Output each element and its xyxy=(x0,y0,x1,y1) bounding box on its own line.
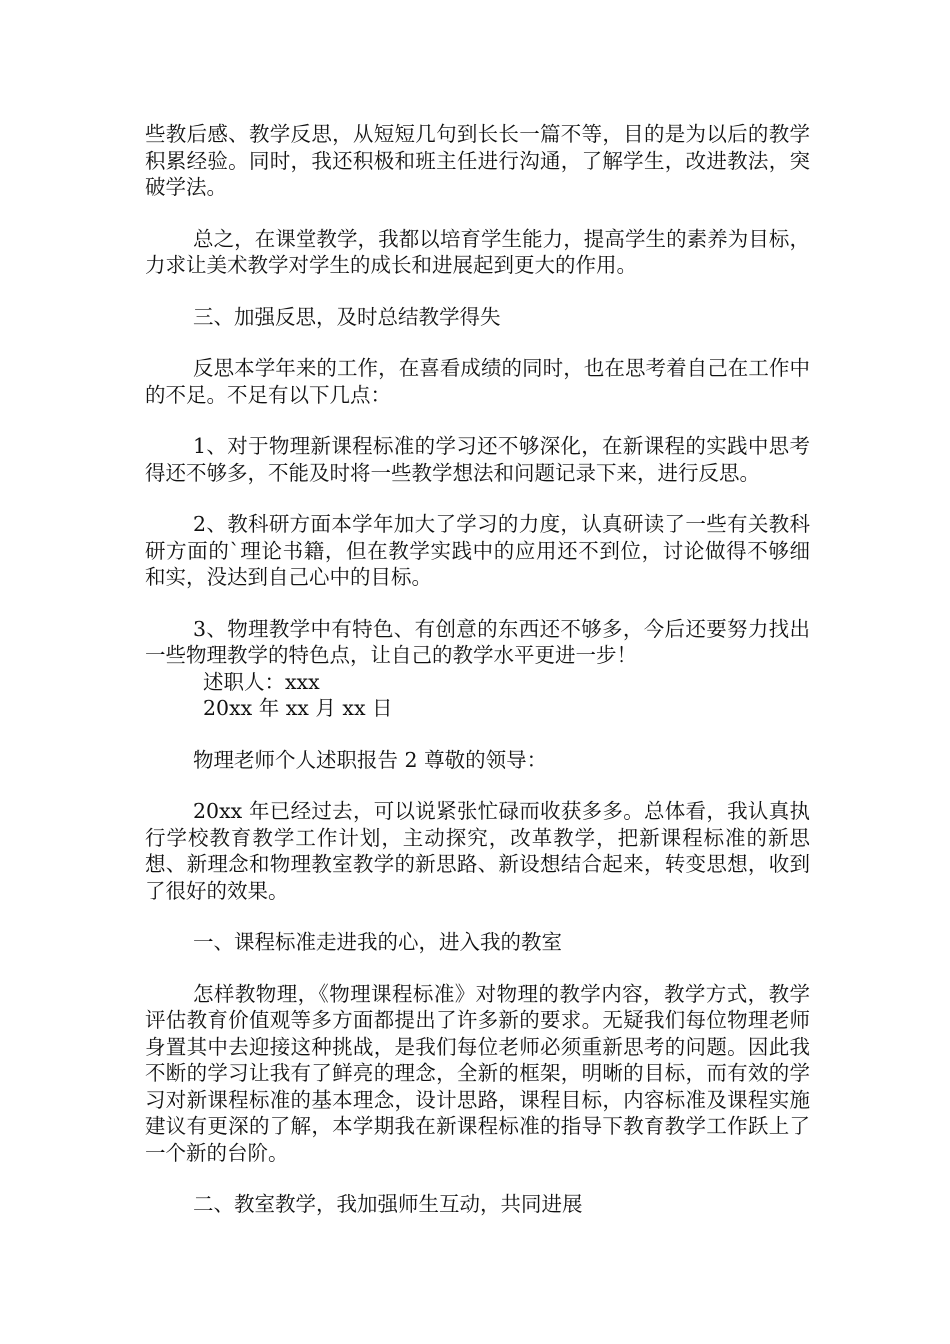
list-item-1: 1、对于物理新课程标准的学习还不够深化，在新课程的实践中思考得还不够多，不能及时将一些教学想法和问题记录下来，进行反思。 xyxy=(145,434,810,485)
paragraph-summary: 总之，在课堂教学，我都以培育学生能力，提高学生的素养为目标，力求让美术教学对学生的成长和进展起到更大的作用。 xyxy=(145,226,810,277)
paragraph-continuation: 些教后感、教学反思，从短短几句到长长一篇不等，目的是为以后的教学积累经验。同时，我还积极和班主任进行沟通，了解学生，改进教法，突破学法。 xyxy=(145,122,810,199)
report2-paragraph-curriculum: 怎样教物理，《物理课程标准》对物理的教学内容，教学方式，教学评估教育价值观等多方面都提出了许多新的要求。无疑我们每位物理老师身置其中去迎接这种挑战，是我们每位老师必须重新思考的问题。因此我不断的学习让我有了鲜亮的理念，全新的框架，明晰的目标，而有效的学习对新课程标准的基本理念，设计思路，课程目标，内容标准及课程实施建议有更深的了解，本学期我在新课程标准的指导下教育教学工作跃上了一个新的台阶。 xyxy=(145,981,810,1165)
signature-date: 20xx 年 xx 月 xx 日 xyxy=(203,696,393,720)
list-item-2: 2、教科研方面本学年加大了学习的力度，认真研读了一些有关教科研方面的`理论书籍，但在教学实践中的应用还不到位，讨论做得不够细和实，没达到自己心中的目标。 xyxy=(145,512,810,589)
report2-paragraph-intro: 20xx 年已经过去，可以说紧张忙碌而收获多多。总体看，我认真执行学校教育教学工作计划，主动探究，改革教学，把新课程标准的新思想、新理念和物理教室教学的新思路、新设想结合起来，转变思想，收到了很好的效果。 xyxy=(145,799,810,903)
signature-name: 述职人：xxx xyxy=(203,669,320,694)
list-item-3: 3、物理教学中有特色、有创意的东西还不够多，今后还要努力找出一些物理教学的特色点，让自己的教学水平更进一步！ xyxy=(145,616,810,667)
section-heading-reflection: 三、加强反思，及时总结教学得失 xyxy=(193,304,501,329)
paragraph-reflection-intro: 反思本学年来的工作，在喜看成绩的同时，也在思考着自己在工作中的不足。不足有以下几点： xyxy=(145,356,810,407)
report2-heading-1: 一、课程标准走进我的心，进入我的教室 xyxy=(193,930,562,954)
report2-title: 物理老师个人述职报告 2 尊敬的领导： xyxy=(193,747,548,772)
report2-heading-2: 二、教室教学，我加强师生互动，共同进展 xyxy=(193,1192,583,1216)
document-body xyxy=(145,121,810,1218)
